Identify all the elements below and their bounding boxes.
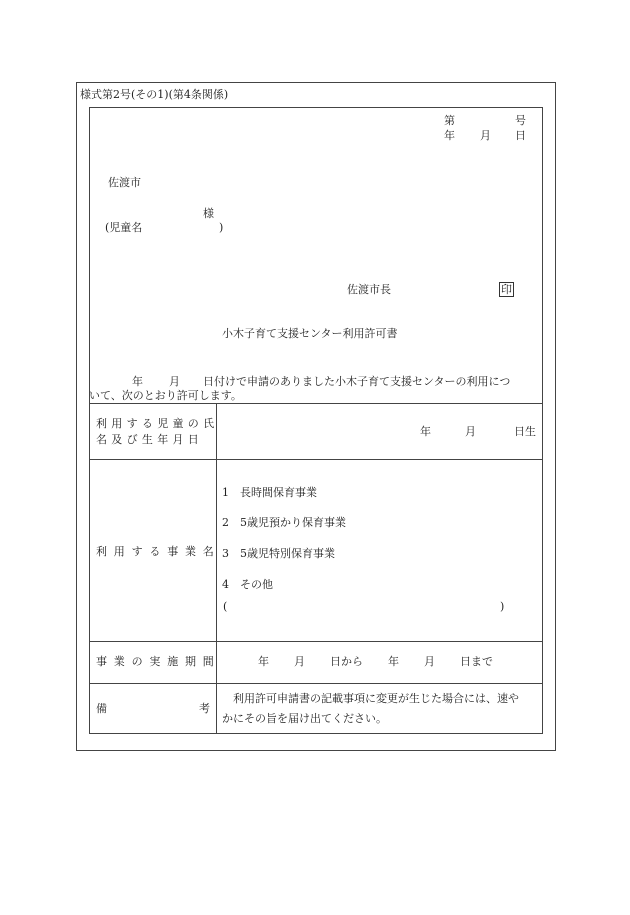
date-day: 日 <box>515 129 526 142</box>
other-paren-open: ( <box>223 600 228 613</box>
intro-year: 年 <box>132 375 143 388</box>
child-name-birth-label-line1: 利用する児童の氏 <box>96 417 219 430</box>
number-go: 号 <box>515 114 526 127</box>
table-row-divider-1 <box>89 459 543 460</box>
period-to-day: 日まで <box>460 655 493 668</box>
remarks-note-line2: かにその旨を届け出てください。 <box>222 712 387 725</box>
birth-day: 日生 <box>514 425 536 438</box>
issuer-title: 佐渡市長 <box>347 283 391 296</box>
service-item-1: 1 長時間保育事業 <box>222 486 317 499</box>
child-name-label-close: ) <box>219 221 224 234</box>
remarks-label-left: 備 <box>96 702 107 715</box>
period-from-year: 年 <box>258 655 269 668</box>
table-column-divider <box>216 403 217 734</box>
service-item-4: 4 その他 <box>222 578 273 591</box>
intro-text-line2: いて、次のとおり許可します。 <box>89 389 242 402</box>
document-title: 小木子育て支援センター利用許可書 <box>222 327 398 340</box>
child-name-birth-label-line2: 名及び生年月日 <box>96 433 204 446</box>
form-number-label: 様式第2号(その1)(第4条関係) <box>80 88 229 101</box>
period-from-day: 日から <box>330 655 363 668</box>
implementation-period-label: 事業の実施期間 <box>96 655 221 668</box>
table-row-divider-3 <box>89 683 543 684</box>
period-from-month: 月 <box>294 655 305 668</box>
table-row-divider-2 <box>89 641 543 642</box>
table-top-line <box>89 403 543 404</box>
birth-year: 年 <box>420 425 431 438</box>
other-paren-close: ) <box>500 600 505 613</box>
remarks-note-line1: 利用許可申請書の記載事項に変更が生じた場合には、速や <box>233 692 519 705</box>
service-item-2: 2 5歳児預かり保育事業 <box>222 516 346 529</box>
period-to-year: 年 <box>388 655 399 668</box>
intro-month: 月 <box>169 375 180 388</box>
period-to-month: 月 <box>424 655 435 668</box>
child-name-label-open: (児童名 <box>105 221 143 234</box>
birth-month: 月 <box>465 425 476 438</box>
addressee-city: 佐渡市 <box>108 176 141 189</box>
service-name-label: 利用する事業名 <box>96 545 221 558</box>
date-year: 年 <box>444 129 455 142</box>
addressee-sama: 様 <box>203 207 214 220</box>
intro-text-line1: 日付けで申請のありました小木子育て支援センターの利用につ <box>203 375 511 388</box>
number-dai: 第 <box>444 114 455 127</box>
seal-stamp: 印 <box>501 283 512 296</box>
remarks-label-right: 考 <box>199 702 210 715</box>
service-item-3: 3 5歳児特別保育事業 <box>222 547 335 560</box>
date-month: 月 <box>480 129 491 142</box>
